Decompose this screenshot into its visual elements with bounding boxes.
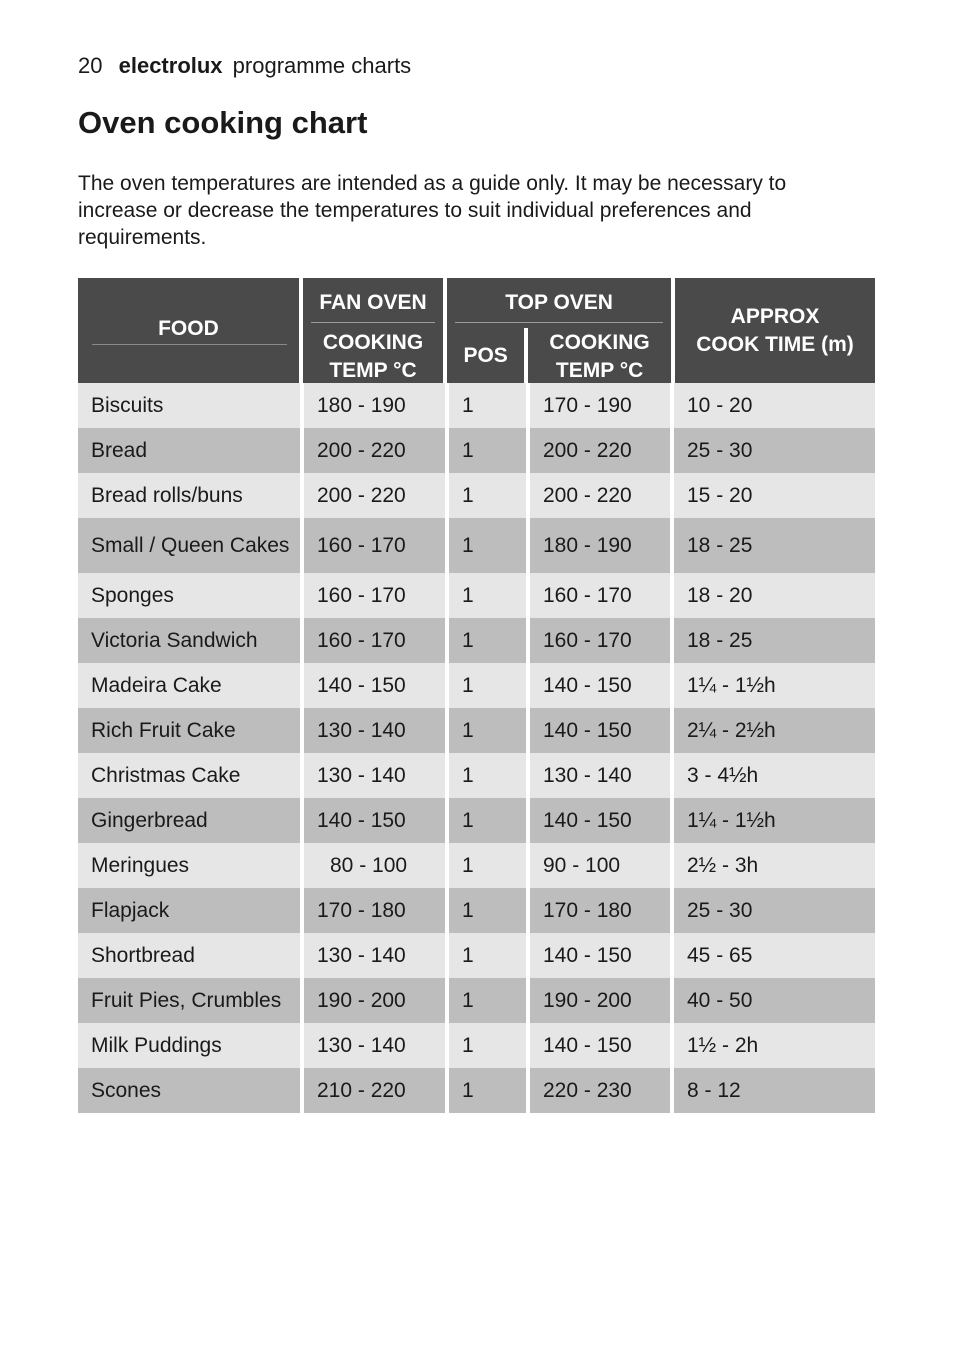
cell-pos: 1 — [449, 518, 526, 573]
cell-top-temp: 220 - 230 — [530, 1068, 670, 1113]
cell-food: Victoria Sandwich — [78, 618, 300, 663]
cell-food: Biscuits — [78, 383, 300, 428]
cell-top-temp: 170 - 180 — [530, 888, 670, 933]
table-row — [78, 573, 875, 618]
cell-pos: 1 — [449, 383, 526, 428]
header-approx-line2: COOK TIME (m) — [696, 333, 854, 356]
header-fan-cooking-temp — [303, 329, 443, 385]
cell-fan-temp: 190 - 200 — [304, 978, 445, 1023]
cell-pos: 1 — [449, 618, 526, 663]
cell-pos: 1 — [449, 1023, 526, 1068]
header-top-oven — [447, 278, 671, 383]
cell-top-temp: 140 - 150 — [530, 798, 670, 843]
cell-fan-temp: 140 - 150 — [304, 798, 445, 843]
cell-food: Rich Fruit Cake — [78, 708, 300, 753]
cell-pos: 1 — [449, 573, 526, 618]
cell-fan-temp: 200 - 220 — [304, 428, 445, 473]
header-food-label: FOOD — [158, 317, 219, 340]
cell-cook-time: 3 - 4½h — [674, 753, 875, 798]
table-row — [78, 618, 875, 663]
intro-paragraph: The oven temperatures are intended as a guide only. It may be necessary to increase or decrease the temperatures to suit individual preferences and requirements. — [78, 172, 787, 249]
cell-fan-temp: 130 - 140 — [304, 753, 445, 798]
brand-name: electrolux — [118, 53, 223, 78]
header-pos: POS — [463, 344, 508, 367]
cell-fan-temp: 200 - 220 — [304, 473, 445, 518]
cell-cook-time: 1½ - 2h — [674, 1023, 875, 1068]
cell-top-temp: 140 - 150 — [530, 933, 670, 978]
cell-fan-temp: 170 - 180 — [304, 888, 445, 933]
table-body — [78, 383, 875, 1113]
cell-food: Small / Queen Cakes — [78, 518, 300, 573]
cell-fan-temp: 130 - 140 — [304, 1023, 445, 1068]
cell-pos: 1 — [449, 888, 526, 933]
cell-pos: 1 — [449, 978, 526, 1023]
cell-food: Bread rolls/buns — [78, 473, 300, 518]
table-row — [78, 978, 875, 1023]
header-underline — [92, 344, 287, 345]
header-top-cooking-temp — [528, 329, 671, 385]
cell-pos: 1 — [449, 663, 526, 708]
header-divider — [455, 322, 663, 323]
running-header — [78, 52, 411, 80]
page-title: Oven cooking chart — [78, 105, 368, 140]
table-row — [78, 428, 875, 473]
cell-food: Milk Puddings — [78, 1023, 300, 1068]
table-header — [78, 278, 875, 383]
cell-fan-temp: 160 - 170 — [304, 618, 445, 663]
table-row — [78, 708, 875, 753]
cell-pos: 1 — [449, 1068, 526, 1113]
header-top-cooking-line1: COOKING — [549, 331, 650, 354]
table-row — [78, 933, 875, 978]
cell-cook-time: 18 - 25 — [674, 618, 875, 663]
table-row — [78, 663, 875, 708]
table-row — [78, 1068, 875, 1113]
cell-cook-time: 15 - 20 — [674, 473, 875, 518]
table-row — [78, 518, 875, 573]
cell-pos: 1 — [449, 843, 526, 888]
cell-top-temp: 140 - 150 — [530, 708, 670, 753]
header-approx-cook-time — [675, 278, 875, 383]
cell-top-temp: 160 - 170 — [530, 618, 670, 663]
cell-top-temp: 130 - 140 — [530, 753, 670, 798]
cell-cook-time: 2¼ - 2½h — [674, 708, 875, 753]
cell-cook-time: 8 - 12 — [674, 1068, 875, 1113]
cell-fan-temp: 80 - 100 — [304, 843, 445, 888]
cell-top-temp: 90 - 100 — [530, 843, 670, 888]
cell-food: Bread — [78, 428, 300, 473]
cell-food: Gingerbread — [78, 798, 300, 843]
cell-top-temp: 160 - 170 — [530, 573, 670, 618]
table-row — [78, 753, 875, 798]
cell-pos: 1 — [449, 753, 526, 798]
cell-cook-time: 45 - 65 — [674, 933, 875, 978]
oven-cooking-table — [78, 278, 875, 1113]
cell-top-temp: 140 - 150 — [530, 663, 670, 708]
cell-food: Shortbread — [78, 933, 300, 978]
header-fan-cooking-line1: COOKING — [322, 331, 424, 354]
cell-fan-temp: 160 - 170 — [304, 518, 445, 573]
section-name: programme charts — [232, 53, 412, 78]
table-row — [78, 798, 875, 843]
cell-cook-time: 10 - 20 — [674, 383, 875, 428]
cell-cook-time: 18 - 25 — [674, 518, 875, 573]
cell-food: Madeira Cake — [78, 663, 300, 708]
cell-cook-time: 25 - 30 — [674, 888, 875, 933]
cell-pos: 1 — [449, 933, 526, 978]
cell-top-temp: 180 - 190 — [530, 518, 670, 573]
cell-pos: 1 — [449, 428, 526, 473]
cell-top-temp: 170 - 190 — [530, 383, 670, 428]
header-divider — [311, 322, 435, 323]
table-row — [78, 843, 875, 888]
cell-top-temp: 140 - 150 — [530, 1023, 670, 1068]
cell-top-temp: 200 - 220 — [530, 428, 670, 473]
header-top-cooking-line2: TEMP °C — [555, 359, 644, 382]
header-top-oven-label: TOP OVEN — [505, 291, 613, 314]
cell-food: Sponges — [78, 573, 300, 618]
cell-cook-time: 1¼ - 1½h — [674, 798, 875, 843]
cell-pos: 1 — [449, 708, 526, 753]
cell-fan-temp: 130 - 140 — [304, 933, 445, 978]
table-row — [78, 383, 875, 428]
header-fan-cooking-line2: TEMP °C — [329, 359, 417, 382]
header-approx-cook-time-label — [675, 303, 875, 359]
cell-fan-temp: 130 - 140 — [304, 708, 445, 753]
header-food — [78, 278, 299, 383]
table-row — [78, 888, 875, 933]
header-fan-oven-label: FAN OVEN — [319, 291, 427, 314]
cell-fan-temp: 160 - 170 — [304, 573, 445, 618]
cell-pos: 1 — [449, 798, 526, 843]
cell-cook-time: 1¼ - 1½h — [674, 663, 875, 708]
cell-food: Meringues — [78, 843, 300, 888]
cell-fan-temp: 180 - 190 — [304, 383, 445, 428]
cell-cook-time: 40 - 50 — [674, 978, 875, 1023]
cell-food: Flapjack — [78, 888, 300, 933]
header-approx-line1: APPROX — [730, 305, 820, 328]
cell-pos: 1 — [449, 473, 526, 518]
cell-food: Scones — [78, 1068, 300, 1113]
table-row — [78, 1023, 875, 1068]
cell-food: Christmas Cake — [78, 753, 300, 798]
cell-fan-temp: 140 - 150 — [304, 663, 445, 708]
cell-cook-time: 2½ - 3h — [674, 843, 875, 888]
page-number: 20 — [78, 53, 103, 78]
header-fan-oven — [303, 278, 443, 383]
cell-top-temp: 200 - 220 — [530, 473, 670, 518]
cell-food: Fruit Pies, Crumbles — [78, 978, 300, 1023]
cell-fan-temp: 210 - 220 — [304, 1068, 445, 1113]
table-row — [78, 473, 875, 518]
cell-top-temp: 190 - 200 — [530, 978, 670, 1023]
cell-cook-time: 18 - 20 — [674, 573, 875, 618]
cell-cook-time: 25 - 30 — [674, 428, 875, 473]
